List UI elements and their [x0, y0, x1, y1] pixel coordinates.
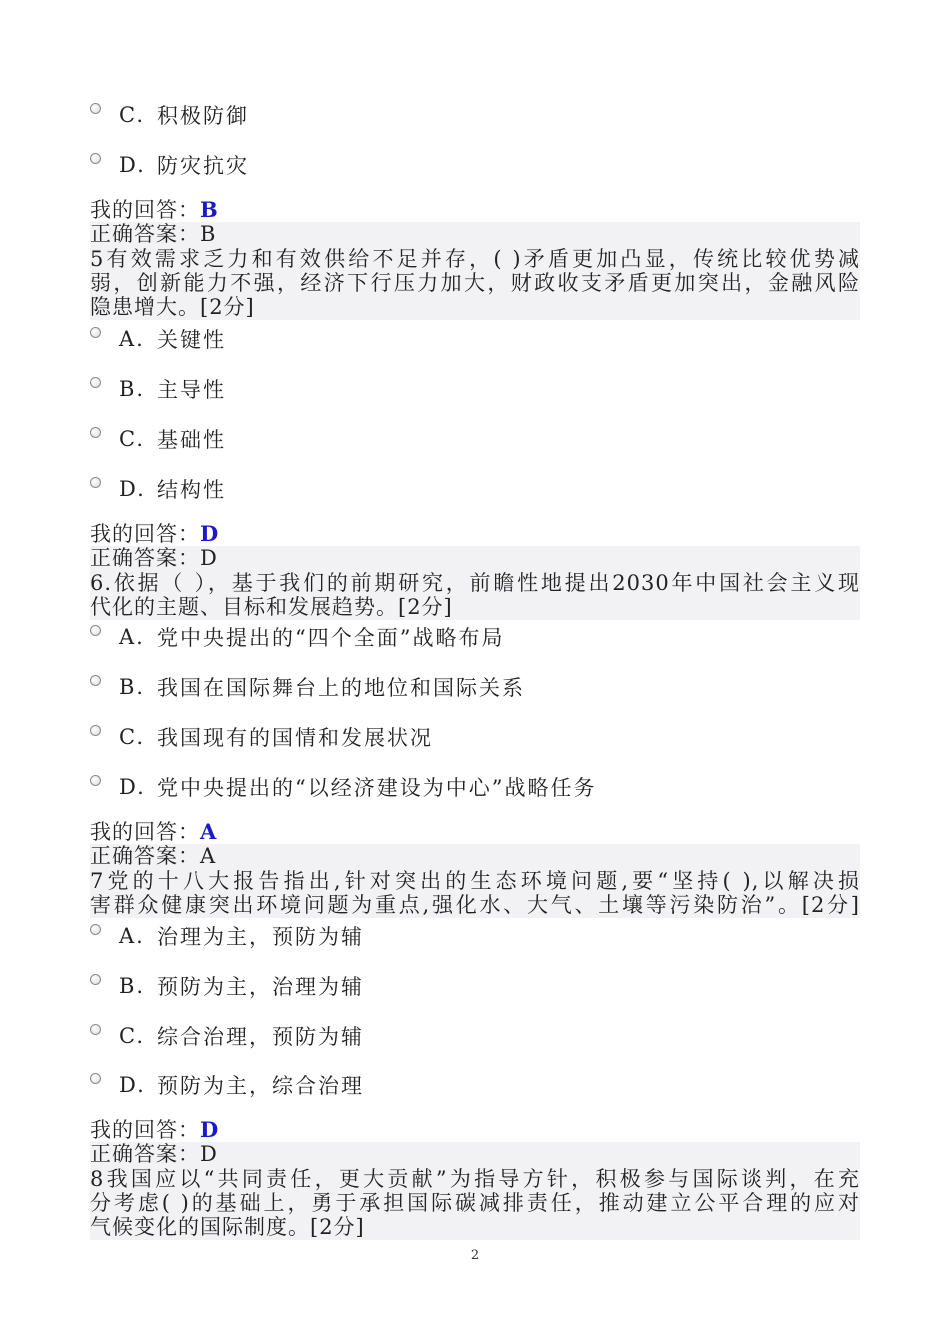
radio-icon[interactable]: [90, 675, 101, 686]
question-line: 气候变化的国际制度。[2分]: [90, 1215, 365, 1239]
radio-icon[interactable]: [90, 1073, 101, 1084]
page-number: 2: [470, 1248, 480, 1263]
option-text: 预防为主，治理为辅: [157, 975, 364, 999]
my-answer-value: D: [200, 521, 220, 546]
option-text: 关键性: [157, 328, 226, 352]
radio-icon[interactable]: [90, 725, 101, 736]
question-7: [90, 869, 860, 917]
question-line: 隐患增大。[2分]: [90, 295, 255, 319]
radio-icon[interactable]: [90, 153, 101, 164]
my-answer-value: B: [200, 197, 219, 222]
question-line: 代化的主题、目标和发展趋势。[2分]: [90, 595, 453, 619]
option-text: 积极防御: [157, 104, 249, 128]
option-letter: C.: [119, 427, 145, 451]
option-text: 基础性: [157, 428, 226, 452]
option-q5-c[interactable]: [90, 424, 226, 454]
radio-icon[interactable]: [90, 327, 101, 338]
option-q6-c[interactable]: [90, 722, 433, 752]
correct-answer-value: B: [200, 222, 217, 246]
correct-answer-q6: [90, 844, 216, 868]
option-q7-a[interactable]: [90, 921, 364, 951]
option-text: 防灾抗灾: [157, 154, 249, 178]
option-q4-d[interactable]: [90, 150, 249, 180]
option-letter: B.: [119, 377, 146, 401]
my-answer-label: 我的回答：: [90, 198, 200, 222]
option-q5-b[interactable]: [90, 374, 226, 404]
option-q4-c[interactable]: [90, 100, 249, 130]
option-q5-a[interactable]: [90, 324, 226, 354]
option-letter: C.: [119, 1024, 145, 1048]
option-letter: C.: [119, 103, 145, 127]
question-line: 5有效需求乏力和有效供给不足并存，( )矛盾更加凸显，传统比较优势减: [90, 247, 860, 271]
option-letter: B.: [119, 675, 146, 699]
option-text: 党中央提出的“以经济建设为中心”战略任务: [157, 776, 597, 800]
radio-icon[interactable]: [90, 974, 101, 985]
question-line: 分考虑( )的基础上，勇于承担国际碳减排责任，推动建立公平合理的应对: [90, 1191, 860, 1215]
my-answer-label: 我的回答：: [90, 820, 200, 844]
option-q5-d[interactable]: [90, 474, 226, 504]
question-line: 8我国应以“共同责任，更大贡献”为指导方针，积极参与国际谈判，在充: [90, 1167, 860, 1191]
option-q6-d[interactable]: [90, 772, 596, 802]
option-letter: A.: [119, 625, 145, 649]
option-text: 预防为主，综合治理: [157, 1074, 364, 1098]
my-answer-q5: [90, 522, 219, 546]
option-letter: D.: [119, 477, 146, 501]
option-letter: A.: [119, 327, 145, 351]
option-q7-c[interactable]: [90, 1021, 364, 1051]
correct-answer-label: 正确答案：: [90, 546, 200, 570]
option-text: 党中央提出的“四个全面”战略布局: [157, 626, 505, 650]
option-letter: B.: [119, 974, 146, 998]
correct-answer-q4: [90, 222, 216, 246]
my-answer-q7: [90, 1118, 219, 1142]
question-line: 害群众健康突出环境问题为重点,强化水、大气、土壤等污染防治”。[2分]: [90, 893, 860, 917]
option-text: 结构性: [157, 478, 226, 502]
option-text: 主导性: [157, 378, 226, 402]
option-q7-d[interactable]: [90, 1070, 364, 1100]
question-6: [90, 571, 860, 619]
radio-icon[interactable]: [90, 625, 101, 636]
option-text: 综合治理，预防为辅: [157, 1025, 364, 1049]
correct-answer-value: A: [200, 844, 217, 868]
my-answer-label: 我的回答：: [90, 522, 200, 546]
option-q7-b[interactable]: [90, 971, 364, 1001]
correct-answer-value: D: [200, 1142, 218, 1166]
question-8: [90, 1167, 860, 1239]
radio-icon[interactable]: [90, 1024, 101, 1035]
my-answer-value: A: [200, 819, 218, 844]
correct-answer-q5: [90, 546, 218, 570]
my-answer-value: D: [200, 1117, 220, 1142]
radio-icon[interactable]: [90, 427, 101, 438]
option-letter: A.: [119, 924, 145, 948]
option-letter: C.: [119, 725, 145, 749]
my-answer-q6: [90, 820, 217, 844]
option-q6-a[interactable]: [90, 622, 504, 652]
correct-answer-value: D: [200, 546, 218, 570]
option-letter: D.: [119, 153, 146, 177]
option-text: 我国现有的国情和发展状况: [157, 726, 433, 750]
radio-icon[interactable]: [90, 924, 101, 935]
correct-answer-label: 正确答案：: [90, 1142, 200, 1166]
question-5: [90, 247, 860, 319]
option-text: 治理为主，预防为辅: [157, 925, 364, 949]
my-answer-q4: [90, 198, 219, 222]
question-line: 7党的十八大报告指出,针对突出的生态环境问题,要“坚持( ),以解决损: [90, 869, 860, 893]
radio-icon[interactable]: [90, 477, 101, 488]
option-letter: D.: [119, 775, 146, 799]
my-answer-label: 我的回答：: [90, 1118, 200, 1142]
option-text: 我国在国际舞台上的地位和国际关系: [157, 676, 525, 700]
option-letter: D.: [119, 1073, 146, 1097]
radio-icon[interactable]: [90, 377, 101, 388]
correct-answer-q7: [90, 1142, 218, 1166]
radio-icon[interactable]: [90, 103, 101, 114]
radio-icon[interactable]: [90, 775, 101, 786]
correct-answer-label: 正确答案：: [90, 844, 200, 868]
question-line: 6.依据（ ），基于我们的前期研究，前瞻性地提出2030年中国社会主义现: [90, 571, 860, 595]
question-line: 弱，创新能力不强，经济下行压力加大，财政收支矛盾更加突出，金融风险: [90, 271, 860, 295]
correct-answer-label: 正确答案：: [90, 222, 200, 246]
option-q6-b[interactable]: [90, 672, 525, 702]
